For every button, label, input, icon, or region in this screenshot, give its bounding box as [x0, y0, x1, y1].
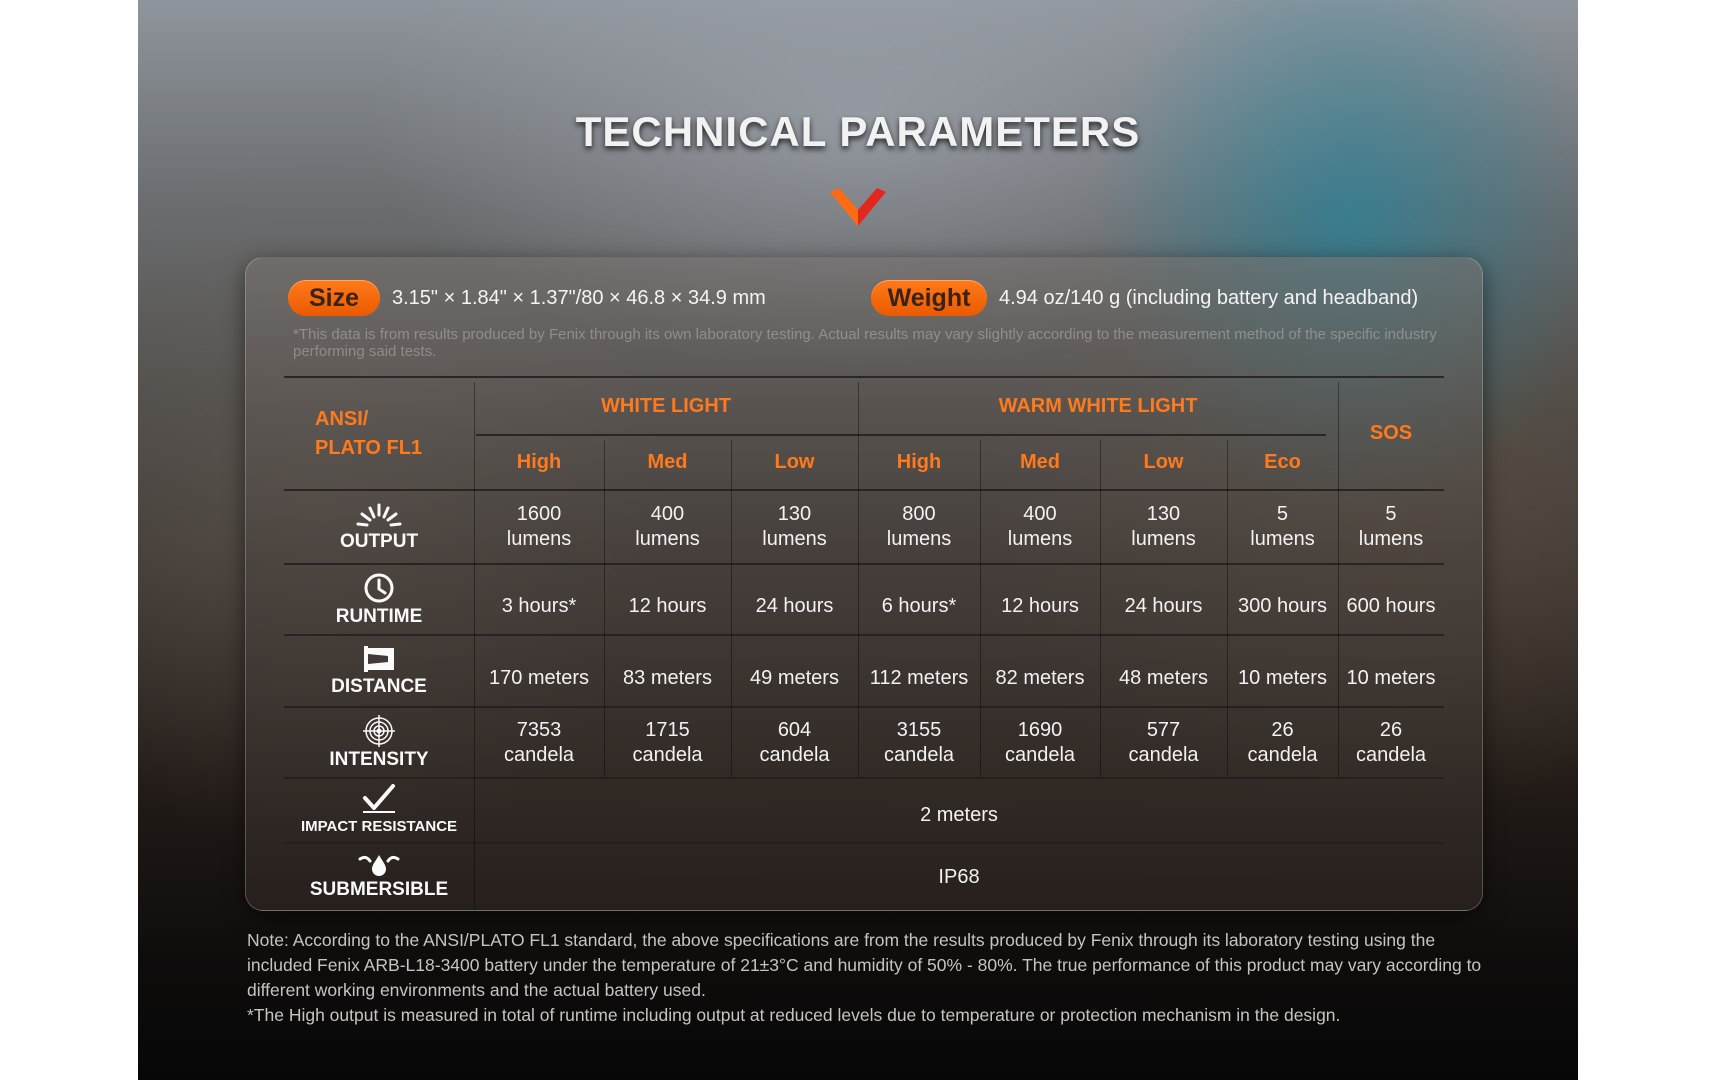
output-warm-high: 800 lumens [886, 503, 952, 550]
note-high-output: *The High output is measured in total of runtime including output at reduced levels due to temperature or protection mechanism in the design. [247, 1005, 1341, 1025]
beam-distance-icon [362, 644, 396, 674]
standard-label: ANSI/ PLATO FL1 [315, 407, 423, 459]
runtime-white-low: 24 hours [755, 595, 834, 617]
target-icon [361, 715, 397, 747]
intensity-warm-high: 3155 candela [883, 718, 955, 766]
output-warm-eco: 5 lumens [1250, 503, 1315, 550]
runtime-warm-med: 12 hours [1001, 595, 1079, 617]
output-white-high: 1600 lumens [506, 503, 572, 550]
group-sos: SOS [1369, 422, 1413, 444]
mode-warm-med: Med [1020, 451, 1060, 473]
size-badge: Size [288, 280, 380, 316]
row-label-intensity: INTENSITY [284, 708, 474, 777]
intensity-white-low: 604 candela [759, 718, 830, 766]
distance-white-high: 170 meters [488, 666, 590, 689]
distance-warm-eco: 10 meters [1238, 666, 1327, 689]
runtime-white-high: 3 hours* [501, 595, 577, 617]
size-value: 3.15" × 1.84" × 1.37"/80 × 46.8 × 34.9 mm [392, 287, 766, 309]
runtime-warm-high: 6 hours* [881, 595, 957, 617]
runtime-sos: 600 hours [1346, 595, 1436, 617]
intensity-warm-eco: 26 candela [1247, 718, 1318, 766]
submersible-value: IP68 [938, 865, 980, 888]
chevron-down-icon [830, 188, 886, 228]
group-warm-white-light: WARM WHITE LIGHT [998, 394, 1198, 417]
distance-warm-low: 48 meters [1119, 666, 1208, 689]
row-label-submersible: SUBMERSIBLE [284, 844, 474, 910]
footnote [247, 928, 1497, 1028]
intensity-white-high: 7353 candela [503, 718, 575, 766]
weight-badge: Weight [871, 280, 987, 316]
impact-check-icon [361, 784, 397, 814]
distance-sos: 10 meters [1346, 666, 1436, 689]
row-label-distance: DISTANCE [284, 636, 474, 706]
lab-disclaimer: *This data is from results produced by Fenix through its own laboratory testing. Actual results may vary slightly according to the measurement method of the specific industry performing said tests. [293, 326, 1437, 360]
intensity-white-med: 1715 candela [632, 718, 703, 766]
spec-table [284, 376, 1444, 910]
runtime-warm-eco: 300 hours [1238, 595, 1327, 617]
output-white-med: 400 lumens [635, 503, 700, 550]
mode-warm-eco: Eco [1264, 451, 1301, 473]
intensity-warm-med: 1690 candela [1004, 718, 1076, 766]
distance-warm-med: 82 meters [995, 666, 1085, 689]
row-label-runtime: RUNTIME [284, 565, 474, 634]
clock-icon [362, 572, 396, 604]
output-sos: 5 lumens [1358, 503, 1424, 550]
page-title: TECHNICAL PARAMETERS [575, 108, 1141, 155]
distance-white-low: 49 meters [750, 666, 839, 689]
row-label-impact-resistance: IMPACT RESISTANCE [284, 779, 474, 842]
mode-warm-high: High [896, 451, 942, 473]
distance-warm-high: 112 meters [869, 666, 969, 689]
output-warm-low: 130 lumens [1131, 503, 1196, 550]
mode-warm-low: Low [1143, 451, 1184, 473]
water-drop-icon [358, 853, 400, 877]
runtime-warm-low: 24 hours [1124, 595, 1203, 617]
impact-resistance-value: 2 meters [920, 804, 998, 826]
runtime-white-med: 12 hours [628, 595, 707, 617]
mode-white-low: Low [774, 451, 815, 473]
group-white-light: WHITE LIGHT [601, 394, 731, 417]
output-white-low: 130 lumens [762, 503, 827, 550]
poster-background [138, 0, 1578, 1080]
output-warm-med: 400 lumens [1007, 503, 1073, 550]
weight-value: 4.94 oz/140 g (including battery and headband) [999, 287, 1419, 309]
intensity-sos: 26 candela [1355, 718, 1427, 766]
note-standard: Note: According to the ANSI/PLATO FL1 standard, the above specifications are from the results produced by Fenix through its laboratory testing using the included Fenix ARB-L18-3400 battery under the temperature of 21±3°C and humidity of 50% - 80%. The true performance of this product may vary according to different working environments and the actual battery used. [247, 930, 1482, 1000]
spec-panel [245, 257, 1483, 911]
light-burst-icon [356, 501, 402, 529]
intensity-warm-low: 577 candela [1128, 718, 1199, 766]
row-label-output: OUTPUT [284, 491, 474, 563]
mode-white-med: Med [647, 451, 688, 473]
mode-white-high: High [516, 451, 562, 473]
distance-white-med: 83 meters [623, 666, 712, 689]
